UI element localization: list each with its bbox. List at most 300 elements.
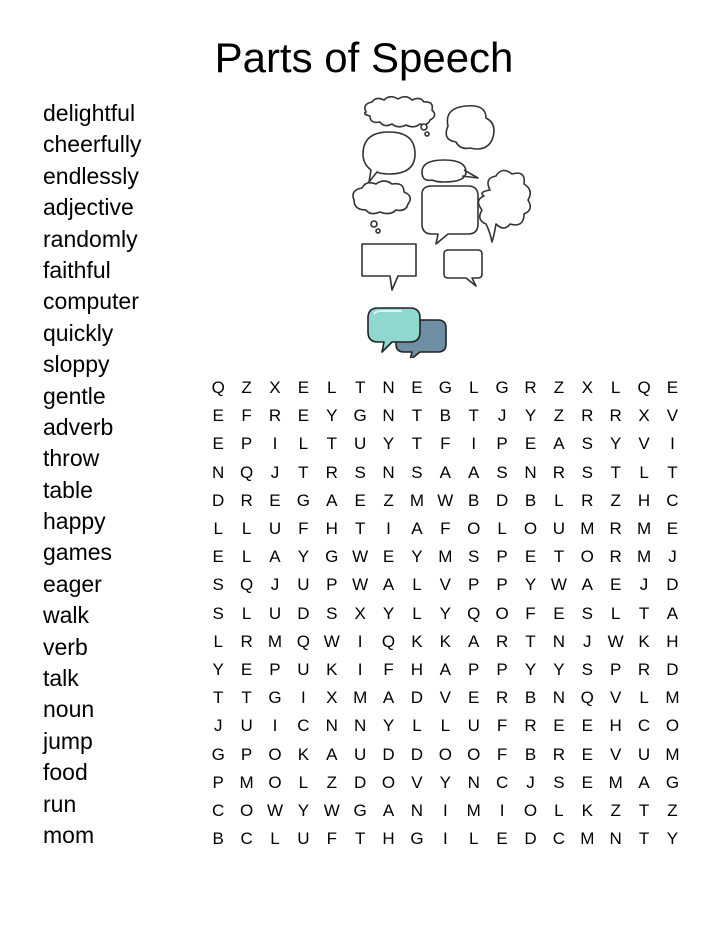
grid-letter[interactable]: X	[269, 378, 281, 398]
grid-letter[interactable]: E	[581, 772, 593, 792]
grid-letter[interactable]: E	[553, 716, 565, 736]
grid-letter[interactable]: I	[301, 688, 306, 708]
grid-letter[interactable]: P	[496, 434, 508, 454]
grid-letter[interactable]: D	[495, 490, 509, 510]
grid-letter[interactable]: I	[442, 829, 448, 849]
grid-letter[interactable]: Z	[326, 772, 337, 792]
grid-letter[interactable]: N	[524, 462, 537, 482]
grid-letter[interactable]: E	[382, 547, 395, 567]
grid-letter[interactable]: C	[637, 716, 651, 736]
grid-letter[interactable]: A	[468, 462, 480, 482]
grid-letter[interactable]: W	[323, 631, 340, 651]
grid-letter[interactable]: P	[269, 659, 281, 679]
grid-row	[204, 515, 687, 543]
grid-letter[interactable]: O	[438, 744, 452, 764]
grid-letter[interactable]: V	[439, 575, 451, 595]
grid-letter[interactable]: I	[272, 434, 278, 454]
grid-letter[interactable]: G	[353, 406, 367, 426]
grid-letter[interactable]: T	[411, 406, 423, 426]
grid-letter[interactable]: D	[297, 603, 310, 623]
grid-letter[interactable]: O	[239, 800, 254, 820]
grid-letter[interactable]: O	[268, 744, 282, 764]
grid-letter[interactable]: F	[496, 744, 508, 764]
grid-letter[interactable]: F	[440, 519, 451, 539]
grid-letter[interactable]: M	[267, 631, 283, 651]
grid-letter[interactable]: E	[524, 434, 537, 454]
grid-letter[interactable]: U	[297, 659, 310, 679]
grid-letter[interactable]: S	[411, 462, 423, 482]
grid-letter[interactable]: R	[240, 631, 253, 651]
grid-letter[interactable]: R	[240, 490, 253, 510]
grid-letter[interactable]: G	[438, 378, 452, 398]
grid-letter[interactable]: V	[439, 688, 451, 708]
grid-letter[interactable]: O	[523, 519, 538, 539]
grid-letter[interactable]: M	[636, 519, 652, 539]
word-list-item: talk	[43, 665, 79, 692]
grid-letter[interactable]: G	[268, 688, 282, 708]
grid-letter[interactable]: P	[496, 575, 508, 595]
grid-letter[interactable]: D	[666, 659, 679, 679]
grid-letter[interactable]: F	[525, 603, 536, 623]
grid-letter[interactable]: B	[439, 406, 451, 426]
grid-letter[interactable]: D	[410, 688, 424, 708]
grid-letter[interactable]: Z	[610, 800, 621, 820]
grid-letter[interactable]: O	[665, 716, 680, 736]
grid-letter[interactable]: S	[581, 659, 593, 679]
grid-letter[interactable]: T	[213, 688, 224, 708]
grid-letter[interactable]: D	[354, 772, 367, 792]
grid-letter[interactable]: P	[468, 575, 480, 595]
grid-letter[interactable]: U	[552, 519, 566, 539]
grid-letter[interactable]: S	[212, 575, 224, 595]
grid-letter[interactable]: A	[326, 490, 338, 510]
grid-letter[interactable]: V	[666, 406, 679, 426]
grid-letter[interactable]: M	[608, 772, 623, 792]
grid-letter[interactable]: K	[326, 659, 338, 679]
grid-letter[interactable]: T	[298, 462, 309, 482]
grid-letter[interactable]: T	[354, 378, 366, 398]
grid-letter[interactable]: L	[639, 462, 649, 482]
grid-letter[interactable]: A	[581, 575, 593, 595]
grid-letter[interactable]: R	[552, 744, 566, 764]
grid-letter[interactable]: S	[553, 772, 565, 792]
grid-letter[interactable]: E	[212, 547, 224, 567]
grid-letter[interactable]: Y	[439, 603, 451, 623]
grid-letter[interactable]: N	[552, 631, 566, 651]
grid-letter[interactable]: Y	[326, 406, 338, 426]
grid-letter[interactable]: Q	[381, 631, 396, 651]
grid-letter[interactable]: Z	[553, 406, 565, 426]
grid-letter[interactable]: N	[382, 462, 395, 482]
grid-letter[interactable]: I	[357, 631, 363, 651]
grid-letter[interactable]: I	[357, 659, 363, 679]
grid-letter[interactable]: N	[325, 716, 338, 736]
grid-letter[interactable]: E	[297, 378, 310, 398]
grid-letter[interactable]: Q	[211, 378, 225, 398]
grid-letter[interactable]: Y	[666, 829, 679, 849]
grid-letter[interactable]: S	[212, 603, 224, 623]
grid-letter[interactable]: G	[665, 772, 680, 792]
grid-letter[interactable]: P	[212, 772, 224, 792]
grid-letter[interactable]: Y	[212, 659, 224, 679]
grid-letter[interactable]: I	[442, 800, 448, 820]
grid-letter[interactable]: W	[607, 631, 624, 651]
grid-letter[interactable]: I	[670, 434, 675, 454]
grid-letter[interactable]: U	[240, 716, 253, 736]
grid-letter[interactable]: E	[240, 659, 253, 679]
grid-letter[interactable]: P	[240, 434, 253, 454]
grid-letter[interactable]: I	[272, 716, 278, 736]
grid-letter[interactable]: L	[241, 547, 252, 567]
grid-letter[interactable]: O	[495, 603, 509, 623]
grid-letter[interactable]: E	[553, 603, 565, 623]
grid-letter[interactable]: W	[323, 800, 340, 820]
word-list-item: verb	[43, 633, 88, 660]
grid-letter[interactable]: B	[468, 490, 480, 510]
grid-letter[interactable]: L	[610, 603, 621, 623]
grid-letter[interactable]: K	[439, 631, 451, 651]
grid-letter[interactable]: R	[325, 462, 338, 482]
grid-letter[interactable]: M	[353, 688, 368, 708]
grid-letter[interactable]: A	[382, 800, 395, 820]
grid-letter[interactable]: N	[410, 800, 424, 820]
grid-letter[interactable]: S	[326, 603, 338, 623]
grid-letter[interactable]: L	[468, 378, 479, 398]
grid-letter[interactable]: L	[554, 800, 564, 820]
grid-letter[interactable]: G	[353, 800, 367, 820]
grid-letter[interactable]: I	[499, 800, 505, 820]
grid-letter[interactable]: L	[468, 829, 479, 849]
grid-letter[interactable]: N	[212, 462, 225, 482]
grid-letter[interactable]: E	[496, 829, 508, 849]
grid-letter[interactable]: J	[270, 462, 280, 482]
grid-letter[interactable]: S	[581, 603, 593, 623]
grid-letter[interactable]: R	[495, 631, 509, 651]
grid-letter[interactable]: U	[637, 744, 651, 764]
grid-letter[interactable]: O	[467, 744, 481, 764]
grid-letter[interactable]: H	[325, 519, 338, 539]
grid-letter[interactable]: E	[524, 547, 537, 567]
word-list-item: gentle	[43, 382, 106, 409]
grid-letter[interactable]: G	[325, 547, 339, 567]
grid-letter[interactable]: T	[525, 631, 536, 651]
grid-letter[interactable]: W	[550, 575, 567, 595]
grid-letter[interactable]: W	[352, 547, 369, 567]
grid-letter[interactable]: M	[409, 490, 425, 510]
grid-letter[interactable]: O	[381, 772, 396, 792]
grid-letter[interactable]: P	[326, 575, 338, 595]
grid-letter[interactable]: H	[382, 829, 395, 849]
grid-letter[interactable]: E	[581, 744, 593, 764]
grid-letter[interactable]: A	[638, 772, 650, 792]
grid-letter[interactable]: A	[382, 575, 395, 595]
grid-letter[interactable]: P	[496, 547, 508, 567]
grid-letter[interactable]: W	[437, 490, 454, 510]
grid-letter[interactable]: D	[410, 744, 424, 764]
grid-letter[interactable]: Q	[296, 631, 310, 651]
grid-letter[interactable]: V	[638, 434, 650, 454]
grid-letter[interactable]: A	[666, 603, 679, 623]
grid-letter[interactable]: Y	[382, 434, 395, 454]
word-list-item: jump	[43, 727, 93, 754]
grid-letter[interactable]: A	[269, 547, 281, 567]
grid-letter[interactable]: M	[438, 547, 453, 567]
grid-letter[interactable]: A	[468, 631, 480, 651]
grid-letter[interactable]: J	[213, 716, 223, 736]
grid-letter[interactable]: G	[495, 378, 509, 398]
grid-letter[interactable]: L	[213, 519, 223, 539]
grid-letter[interactable]: V	[609, 688, 622, 708]
grid-letter[interactable]: U	[354, 434, 367, 454]
grid-letter[interactable]: A	[326, 744, 338, 764]
grid-letter[interactable]: L	[327, 378, 337, 398]
grid-letter[interactable]: R	[495, 688, 509, 708]
grid-letter[interactable]: A	[439, 462, 451, 482]
grid-letter[interactable]: Q	[580, 688, 594, 708]
grid-letter[interactable]: F	[496, 716, 508, 736]
grid-letter[interactable]: U	[467, 716, 480, 736]
grid-letter[interactable]: D	[666, 575, 679, 595]
grid-letter[interactable]: H	[410, 659, 424, 679]
grid-letter[interactable]: T	[411, 434, 423, 454]
grid-letter[interactable]: N	[609, 829, 622, 849]
grid-letter[interactable]: E	[297, 406, 310, 426]
grid-letter[interactable]: E	[609, 575, 622, 595]
grid-letter[interactable]: V	[411, 772, 423, 792]
grid-letter[interactable]: W	[266, 800, 283, 820]
grid-letter[interactable]: N	[467, 772, 480, 792]
grid-letter[interactable]: X	[638, 406, 650, 426]
grid-letter[interactable]: R	[268, 406, 282, 426]
grid-letter[interactable]: T	[638, 603, 650, 623]
grid-letter[interactable]: B	[212, 829, 224, 849]
grid-letter[interactable]: E	[581, 716, 593, 736]
grid-letter[interactable]: L	[241, 603, 252, 623]
grid-letter[interactable]: P	[609, 659, 622, 679]
grid-letter[interactable]: L	[497, 519, 507, 539]
grid-letter[interactable]: Z	[610, 490, 621, 510]
grid-letter[interactable]: Y	[439, 772, 451, 792]
grid-letter[interactable]: S	[354, 462, 366, 482]
grid-letter[interactable]: O	[268, 772, 282, 792]
grid-letter[interactable]: I	[386, 519, 391, 539]
grid-letter[interactable]: U	[354, 744, 367, 764]
grid-letter[interactable]: F	[326, 829, 337, 849]
grid-letter[interactable]: L	[298, 434, 309, 454]
grid-letter[interactable]: C	[212, 800, 225, 820]
grid-letter[interactable]: U	[268, 603, 282, 623]
grid-letter[interactable]: B	[524, 490, 537, 510]
grid-letter[interactable]: F	[298, 519, 309, 539]
grid-letter[interactable]: K	[411, 631, 423, 651]
grid-letter[interactable]: T	[326, 434, 337, 454]
grid-letter[interactable]: S	[496, 462, 508, 482]
grid-letter[interactable]: U	[297, 829, 310, 849]
grid-letter[interactable]: C	[666, 490, 679, 510]
grid-letter[interactable]: S	[581, 462, 593, 482]
grid-letter[interactable]: Y	[524, 659, 537, 679]
grid-letter[interactable]: D	[524, 829, 537, 849]
grid-letter[interactable]: H	[666, 631, 679, 651]
grid-letter[interactable]: L	[554, 490, 564, 510]
grid-letter[interactable]: T	[468, 406, 479, 426]
grid-letter[interactable]: R	[581, 490, 594, 510]
grid-letter[interactable]: F	[440, 434, 451, 454]
grid-letter[interactable]: J	[583, 631, 592, 651]
grid-letter[interactable]: L	[412, 716, 422, 736]
grid-letter[interactable]: C	[240, 829, 253, 849]
grid-letter[interactable]: I	[471, 434, 477, 454]
grid-letter[interactable]: L	[213, 631, 223, 651]
grid-letter[interactable]: J	[668, 547, 677, 567]
grid-letter[interactable]: R	[609, 519, 622, 539]
grid-letter[interactable]: R	[637, 659, 651, 679]
grid-letter[interactable]: T	[354, 829, 366, 849]
grid-row	[204, 684, 687, 712]
grid-letter[interactable]: L	[610, 378, 621, 398]
grid-letter[interactable]: H	[637, 490, 651, 510]
grid-letter[interactable]: N	[382, 378, 395, 398]
grid-letter[interactable]: R	[524, 378, 537, 398]
grid-letter[interactable]: X	[354, 603, 366, 623]
grid-letter[interactable]: Y	[524, 406, 537, 426]
grid-letter[interactable]: D	[212, 490, 225, 510]
grid-letter[interactable]: M	[239, 772, 254, 792]
grid-letter[interactable]: Z	[553, 378, 565, 398]
grid-letter[interactable]: C	[297, 716, 310, 736]
grid-letter[interactable]: B	[524, 688, 537, 708]
grid-letter[interactable]: U	[297, 575, 310, 595]
grid-letter[interactable]: J	[270, 575, 280, 595]
grid-letter[interactable]: C	[552, 829, 566, 849]
grid-letter[interactable]: P	[496, 659, 508, 679]
grid-letter[interactable]: R	[552, 462, 566, 482]
grid-letter[interactable]: L	[270, 829, 280, 849]
grid-letter[interactable]: S	[468, 547, 480, 567]
grid-letter[interactable]: L	[440, 716, 451, 736]
grid-letter[interactable]: K	[297, 744, 310, 764]
grid-letter[interactable]: E	[212, 406, 224, 426]
grid-letter[interactable]: Y	[297, 547, 310, 567]
grid-letter[interactable]: F	[241, 406, 252, 426]
grid-letter[interactable]: Q	[637, 378, 651, 398]
grid-letter[interactable]: Q	[239, 462, 254, 482]
grid-letter[interactable]: X	[581, 378, 593, 398]
grid-letter[interactable]: F	[383, 659, 394, 679]
grid-letter[interactable]: Y	[609, 434, 622, 454]
grid-letter[interactable]: Y	[524, 575, 537, 595]
grid-letter[interactable]: A	[411, 519, 423, 539]
grid-letter[interactable]: X	[326, 688, 338, 708]
grid-letter[interactable]: P	[468, 659, 480, 679]
grid-letter[interactable]: M	[665, 688, 680, 708]
grid-letter[interactable]: J	[497, 406, 507, 426]
grid-letter[interactable]: L	[412, 603, 422, 623]
grid-letter[interactable]: M	[580, 519, 595, 539]
grid-letter[interactable]: E	[212, 434, 224, 454]
grid-row	[204, 740, 687, 768]
grid-letter[interactable]: N	[552, 688, 566, 708]
grid-letter[interactable]: K	[581, 800, 593, 820]
grid-letter[interactable]: D	[382, 744, 395, 764]
grid-letter[interactable]: S	[581, 434, 593, 454]
grid-letter[interactable]: Z	[383, 490, 394, 510]
grid-letter[interactable]: L	[241, 519, 252, 539]
grid-letter[interactable]: Y	[297, 800, 310, 820]
grid-letter[interactable]: E	[666, 519, 679, 539]
grid-letter[interactable]: A	[439, 659, 451, 679]
grid-letter[interactable]: T	[638, 829, 650, 849]
grid-letter[interactable]: G	[296, 490, 310, 510]
grid-letter[interactable]: P	[240, 744, 253, 764]
word-list-item: faithful	[43, 256, 111, 283]
grid-letter[interactable]: M	[636, 547, 652, 567]
grid-letter[interactable]: O	[467, 519, 481, 539]
grid-letter[interactable]: H	[609, 716, 622, 736]
grid-letter[interactable]: Y	[382, 716, 395, 736]
grid-letter[interactable]: M	[665, 744, 680, 764]
grid-letter[interactable]: A	[382, 688, 395, 708]
grid-letter[interactable]: M	[466, 800, 481, 820]
grid-letter[interactable]: E	[411, 378, 423, 398]
grid-letter[interactable]: E	[666, 378, 679, 398]
grid-letter[interactable]: U	[268, 519, 282, 539]
grid-letter[interactable]: L	[298, 772, 309, 792]
word-list-item: throw	[43, 445, 100, 472]
grid-letter[interactable]: Y	[553, 659, 565, 679]
grid-letter[interactable]: L	[412, 575, 422, 595]
grid-letter[interactable]: T	[667, 462, 678, 482]
grid-letter[interactable]: E	[354, 490, 366, 510]
grid-letter[interactable]: V	[609, 744, 622, 764]
grid-letter[interactable]: N	[382, 406, 395, 426]
grid-letter[interactable]: A	[553, 434, 565, 454]
grid-letter[interactable]: T	[241, 688, 252, 708]
grid-letter[interactable]: T	[638, 800, 650, 820]
grid-letter[interactable]: W	[352, 575, 369, 595]
grid-letter[interactable]: M	[580, 829, 595, 849]
grid-letter[interactable]: Z	[241, 378, 252, 398]
grid-letter[interactable]: O	[580, 547, 594, 567]
grid-letter[interactable]: Z	[667, 800, 678, 820]
grid-letter[interactable]: E	[468, 688, 480, 708]
grid-letter[interactable]: B	[524, 744, 537, 764]
grid-letter[interactable]: K	[638, 631, 650, 651]
grid-letter[interactable]: R	[581, 406, 594, 426]
grid-letter[interactable]: C	[495, 772, 509, 792]
grid-letter[interactable]: E	[269, 490, 281, 510]
grid-letter[interactable]: N	[354, 716, 367, 736]
grid-letter[interactable]: O	[523, 800, 538, 820]
grid-letter[interactable]: R	[609, 547, 622, 567]
grid-letter[interactable]: Q	[467, 603, 481, 623]
grid-letter[interactable]: J	[526, 772, 535, 792]
grid-letter[interactable]: G	[410, 829, 424, 849]
grid-letter[interactable]: T	[354, 519, 366, 539]
grid-letter[interactable]: T	[610, 462, 621, 482]
grid-letter[interactable]: R	[609, 406, 622, 426]
cloud-bubble-icon	[365, 97, 435, 127]
grid-letter[interactable]: R	[524, 716, 537, 736]
grid-letter[interactable]: Y	[382, 603, 395, 623]
word-list-item: eager	[43, 570, 102, 597]
grid-letter[interactable]: Q	[239, 575, 254, 595]
grid-letter[interactable]: J	[639, 575, 649, 595]
grid-letter[interactable]: G	[211, 744, 225, 764]
grid-letter[interactable]: L	[639, 688, 649, 708]
grid-letter[interactable]: Y	[411, 547, 423, 567]
grid-letter[interactable]: T	[553, 547, 565, 567]
